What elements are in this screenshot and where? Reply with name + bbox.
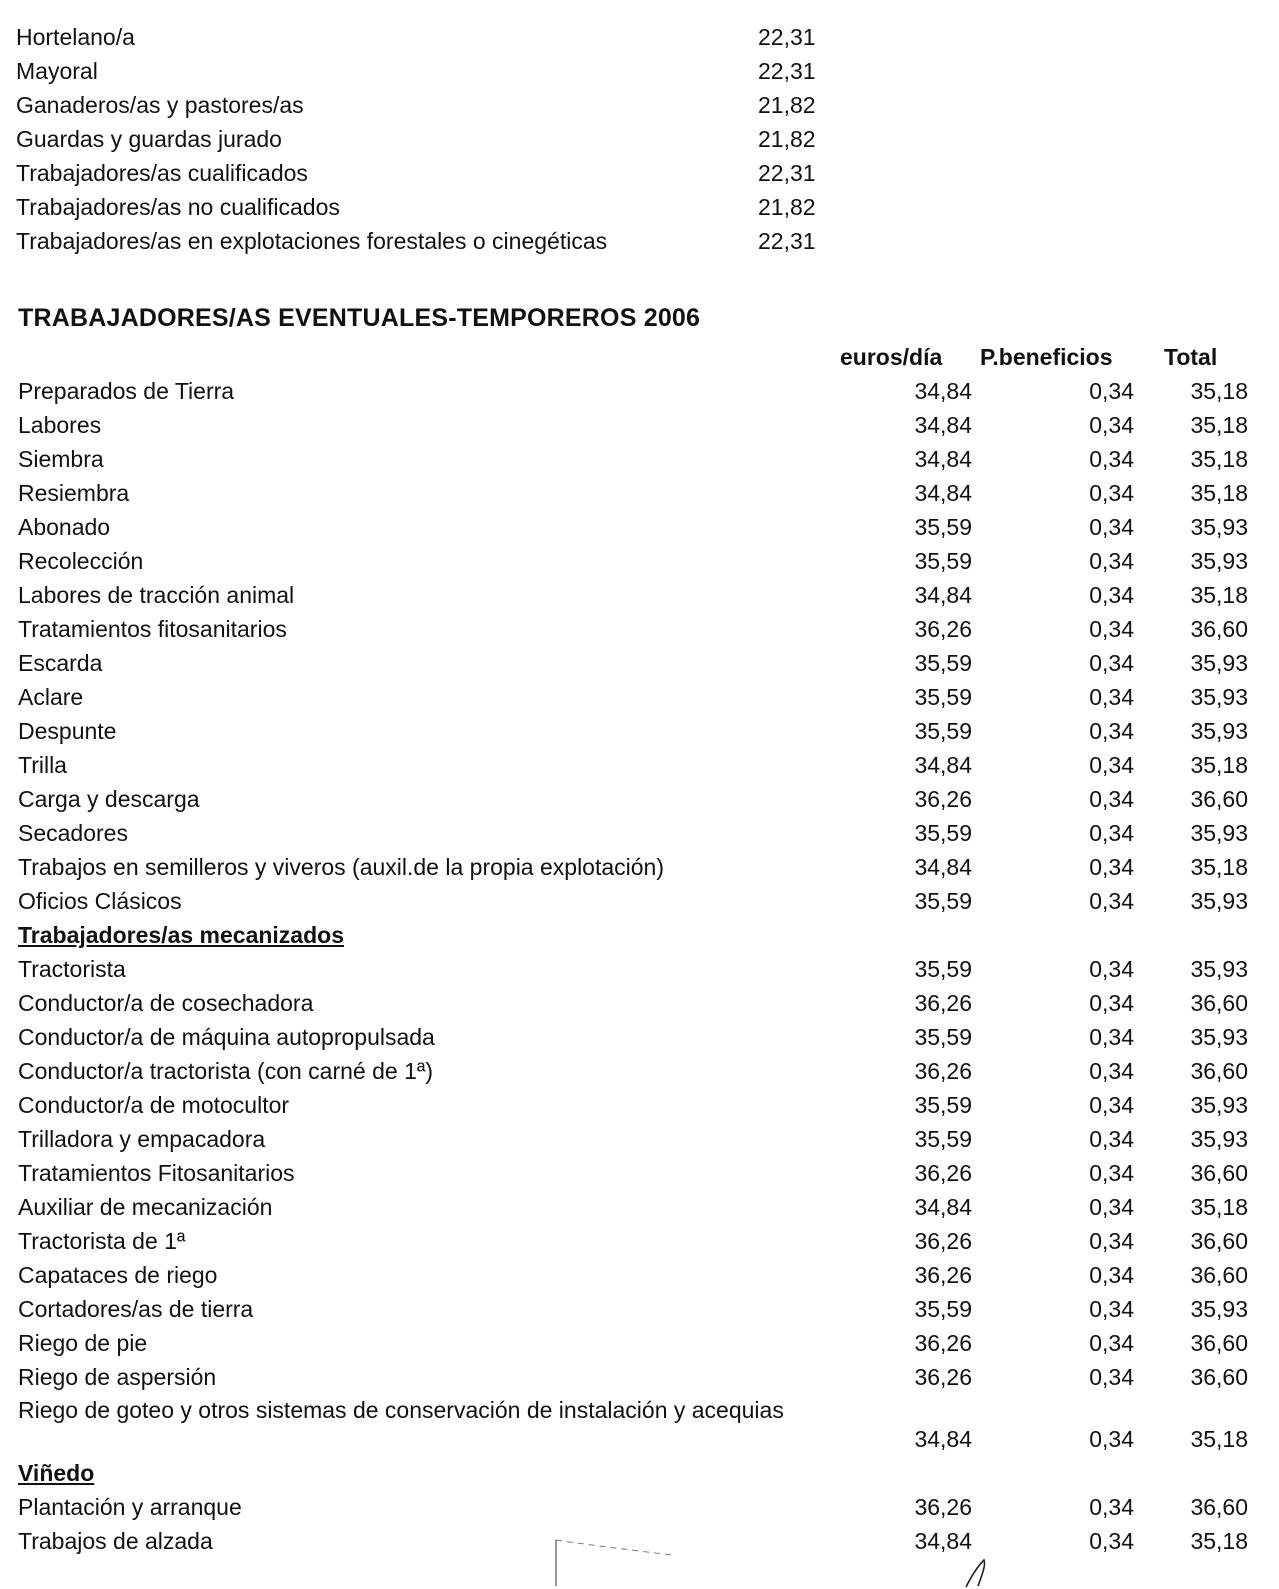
cell-total: 35,18 bbox=[1190, 1528, 1248, 1554]
row-label: Tratamientos Fitosanitarios bbox=[18, 1160, 295, 1186]
row-label: Labores de tracción animal bbox=[18, 582, 295, 608]
cell-euros-dia: 35,59 bbox=[914, 684, 972, 710]
cell-euros-dia: 36,26 bbox=[914, 1160, 972, 1186]
row-label: Oficios Clásicos bbox=[18, 888, 182, 914]
cell-total: 35,93 bbox=[1190, 1296, 1248, 1322]
cell-p-beneficios: 0,34 bbox=[1089, 1364, 1134, 1390]
table-subheading bbox=[18, 1456, 1258, 1490]
cell-total: 35,93 bbox=[1190, 514, 1248, 540]
cell-total: 35,93 bbox=[1190, 1092, 1248, 1118]
cell-p-beneficios: 0,34 bbox=[1089, 820, 1134, 846]
cell-p-beneficios: 0,34 bbox=[1089, 1262, 1134, 1288]
cell-total: 36,60 bbox=[1190, 1058, 1248, 1084]
cell-euros-dia: 36,26 bbox=[914, 1228, 972, 1254]
cell-total: 35,93 bbox=[1190, 1024, 1248, 1050]
table-row bbox=[18, 578, 1258, 612]
cell-p-beneficios: 0,34 bbox=[1089, 1228, 1134, 1254]
cell-p-beneficios: 0,34 bbox=[1089, 718, 1134, 744]
cell-p-beneficios: 0,34 bbox=[1089, 786, 1134, 812]
top-list-row bbox=[16, 156, 916, 190]
cell-total: 35,93 bbox=[1190, 684, 1248, 710]
top-list-label: Trabajadores/as cualificados bbox=[16, 160, 308, 186]
table-row bbox=[18, 442, 1258, 476]
cell-total: 36,60 bbox=[1190, 1494, 1248, 1520]
top-list-label: Guardas y guardas jurado bbox=[16, 126, 282, 152]
table-row bbox=[18, 1224, 1258, 1258]
cell-euros-dia: 34,84 bbox=[914, 1194, 972, 1220]
top-list-value: 21,82 bbox=[758, 92, 816, 118]
row-label: Conductor/a de cosechadora bbox=[18, 990, 314, 1016]
cell-total: 35,18 bbox=[1190, 1426, 1248, 1452]
cell-p-beneficios: 0,34 bbox=[1089, 956, 1134, 982]
row-label: Despunte bbox=[18, 718, 117, 744]
section-title: TRABAJADORES/AS EVENTUALES-TEMPOREROS 2006 bbox=[18, 304, 701, 332]
table-row bbox=[18, 952, 1258, 986]
table-row bbox=[18, 1088, 1258, 1122]
top-list-value: 21,82 bbox=[758, 126, 816, 152]
table-row bbox=[18, 1360, 1258, 1394]
cell-p-beneficios: 0,34 bbox=[1089, 616, 1134, 642]
cell-euros-dia: 34,84 bbox=[914, 446, 972, 472]
table-row bbox=[18, 748, 1258, 782]
cell-p-beneficios: 0,34 bbox=[1089, 548, 1134, 574]
row-label: Labores bbox=[18, 412, 102, 438]
cell-p-beneficios: 0,34 bbox=[1089, 480, 1134, 506]
cell-euros-dia: 34,84 bbox=[914, 582, 972, 608]
table-row bbox=[18, 1122, 1258, 1156]
cell-total: 35,93 bbox=[1190, 1126, 1248, 1152]
table-row bbox=[18, 408, 1258, 442]
cell-total: 36,60 bbox=[1190, 1364, 1248, 1390]
table-row bbox=[18, 816, 1258, 850]
table-row bbox=[18, 374, 1258, 408]
cell-total: 35,18 bbox=[1190, 480, 1248, 506]
table-row bbox=[18, 1292, 1258, 1326]
table-row bbox=[18, 510, 1258, 544]
cell-p-beneficios: 0,34 bbox=[1089, 412, 1134, 438]
row-label: Trabajos de alzada bbox=[18, 1528, 213, 1554]
cell-p-beneficios: 0,34 bbox=[1089, 1058, 1134, 1084]
cell-p-beneficios: 0,34 bbox=[1089, 514, 1134, 540]
cell-euros-dia: 36,26 bbox=[914, 1262, 972, 1288]
cell-total: 35,93 bbox=[1190, 718, 1248, 744]
header-p-beneficios: P.beneficios bbox=[980, 344, 1113, 370]
cell-euros-dia: 35,59 bbox=[914, 514, 972, 540]
cell-euros-dia: 36,26 bbox=[914, 1058, 972, 1084]
top-list-value: 22,31 bbox=[758, 160, 816, 186]
cell-total: 36,60 bbox=[1190, 1330, 1248, 1356]
row-label: Tratamientos fitosanitarios bbox=[18, 616, 287, 642]
cell-euros-dia: 36,26 bbox=[914, 616, 972, 642]
top-list-row bbox=[16, 54, 916, 88]
table-row bbox=[18, 646, 1258, 680]
table-row bbox=[18, 1190, 1258, 1224]
cell-total: 35,18 bbox=[1190, 446, 1248, 472]
cell-p-beneficios: 0,34 bbox=[1089, 888, 1134, 914]
row-label: Abonado bbox=[18, 514, 111, 540]
table-row bbox=[18, 1394, 1258, 1456]
cell-euros-dia: 35,59 bbox=[914, 888, 972, 914]
cell-euros-dia: 35,59 bbox=[914, 1092, 972, 1118]
wages-table bbox=[18, 374, 1258, 1558]
cell-total: 35,18 bbox=[1190, 582, 1248, 608]
top-list-value: 22,31 bbox=[758, 228, 816, 254]
cell-p-beneficios: 0,34 bbox=[1089, 650, 1134, 676]
row-label: Aclare bbox=[18, 684, 84, 710]
table-row bbox=[18, 1020, 1258, 1054]
top-list-row bbox=[16, 190, 916, 224]
row-label: Riego de goteo y otros sistemas de conservación de instalación y acequias bbox=[18, 1397, 784, 1423]
cell-euros-dia: 34,84 bbox=[914, 854, 972, 880]
table-subheading bbox=[18, 918, 1258, 952]
cell-euros-dia: 34,84 bbox=[914, 752, 972, 778]
cell-p-beneficios: 0,34 bbox=[1089, 1160, 1134, 1186]
cell-euros-dia: 34,84 bbox=[914, 480, 972, 506]
cell-total: 36,60 bbox=[1190, 1228, 1248, 1254]
row-label: Preparados de Tierra bbox=[18, 378, 235, 404]
top-list-value: 21,82 bbox=[758, 194, 816, 220]
cell-euros-dia: 36,26 bbox=[914, 786, 972, 812]
table-row bbox=[18, 1326, 1258, 1360]
table-row bbox=[18, 986, 1258, 1020]
top-list-label: Trabajadores/as no cualificados bbox=[16, 194, 340, 220]
cell-p-beneficios: 0,34 bbox=[1089, 378, 1134, 404]
row-label: Conductor/a de máquina autopropulsada bbox=[18, 1024, 435, 1050]
cell-p-beneficios: 0,34 bbox=[1089, 446, 1134, 472]
cell-euros-dia: 35,59 bbox=[914, 548, 972, 574]
cell-total: 36,60 bbox=[1190, 786, 1248, 812]
row-label: Trilladora y empacadora bbox=[18, 1126, 266, 1152]
row-label: Cortadores/as de tierra bbox=[18, 1296, 254, 1322]
cell-p-beneficios: 0,34 bbox=[1089, 1024, 1134, 1050]
cell-p-beneficios: 0,34 bbox=[1089, 1494, 1134, 1520]
cell-p-beneficios: 0,34 bbox=[1089, 1330, 1134, 1356]
row-label: Resiembra bbox=[18, 480, 130, 506]
top-list-value: 22,31 bbox=[758, 24, 816, 50]
table-row bbox=[18, 1156, 1258, 1190]
row-label: Conductor/a tractorista (con carné de 1ª) bbox=[18, 1058, 434, 1084]
cell-total: 35,93 bbox=[1190, 650, 1248, 676]
cell-euros-dia: 36,26 bbox=[914, 990, 972, 1016]
top-list-row bbox=[16, 224, 916, 258]
cell-total: 35,18 bbox=[1190, 854, 1248, 880]
cell-euros-dia: 35,59 bbox=[914, 1024, 972, 1050]
cell-euros-dia: 36,26 bbox=[914, 1330, 972, 1356]
top-list-label: Mayoral bbox=[16, 58, 98, 84]
row-label: Secadores bbox=[18, 820, 128, 846]
row-label: Riego de pie bbox=[18, 1330, 148, 1356]
subheading-label: Viñedo bbox=[18, 1460, 95, 1486]
table-row bbox=[18, 850, 1258, 884]
permanent-workers-list bbox=[16, 20, 916, 258]
row-label: Siembra bbox=[18, 446, 104, 472]
cell-total: 35,93 bbox=[1190, 820, 1248, 846]
cell-p-beneficios: 0,34 bbox=[1089, 854, 1134, 880]
top-list-label: Hortelano/a bbox=[16, 24, 135, 50]
row-label: Plantación y arranque bbox=[18, 1494, 242, 1520]
cell-p-beneficios: 0,34 bbox=[1089, 1092, 1134, 1118]
cell-euros-dia: 36,26 bbox=[914, 1494, 972, 1520]
table-row bbox=[18, 1524, 1258, 1558]
table-row bbox=[18, 680, 1258, 714]
table-row bbox=[18, 476, 1258, 510]
cell-euros-dia: 34,84 bbox=[914, 412, 972, 438]
header-total: Total bbox=[1164, 344, 1218, 370]
cell-total: 35,18 bbox=[1190, 752, 1248, 778]
top-list-row bbox=[16, 88, 916, 122]
cell-euros-dia: 35,59 bbox=[914, 956, 972, 982]
cell-euros-dia: 36,26 bbox=[914, 1364, 972, 1390]
top-list-row bbox=[16, 122, 916, 156]
cell-total: 35,93 bbox=[1190, 888, 1248, 914]
cell-euros-dia: 34,84 bbox=[914, 1528, 972, 1554]
row-label: Conductor/a de motocultor bbox=[18, 1092, 290, 1118]
cell-p-beneficios: 0,34 bbox=[1089, 752, 1134, 778]
table-row bbox=[18, 714, 1258, 748]
cell-total: 35,93 bbox=[1190, 548, 1248, 574]
table-row bbox=[18, 544, 1258, 578]
row-label: Capataces de riego bbox=[18, 1262, 218, 1288]
cell-total: 36,60 bbox=[1190, 990, 1248, 1016]
cell-euros-dia: 35,59 bbox=[914, 718, 972, 744]
table-row bbox=[18, 1490, 1258, 1524]
cell-total: 36,60 bbox=[1190, 616, 1248, 642]
table-row bbox=[18, 782, 1258, 816]
cell-p-beneficios: 0,34 bbox=[1089, 1194, 1134, 1220]
table-row bbox=[18, 612, 1258, 646]
cell-p-beneficios: 0,34 bbox=[1089, 582, 1134, 608]
top-list-row bbox=[16, 20, 916, 54]
row-label: Tractorista bbox=[18, 956, 126, 982]
header-euros-dia: euros/día bbox=[840, 344, 943, 370]
cell-euros-dia: 35,59 bbox=[914, 650, 972, 676]
cell-euros-dia: 35,59 bbox=[914, 1126, 972, 1152]
cell-total: 35,93 bbox=[1190, 956, 1248, 982]
cell-total: 36,60 bbox=[1190, 1262, 1248, 1288]
cell-p-beneficios: 0,34 bbox=[1089, 1126, 1134, 1152]
row-label: Escarda bbox=[18, 650, 103, 676]
cell-euros-dia: 35,59 bbox=[914, 1296, 972, 1322]
cell-euros-dia: 34,84 bbox=[914, 378, 972, 404]
subheading-label: Trabajadores/as mecanizados bbox=[18, 922, 344, 948]
cell-total: 35,18 bbox=[1190, 378, 1248, 404]
row-label: Tractorista de 1ª bbox=[18, 1228, 186, 1254]
cell-euros-dia: 34,84 bbox=[914, 1426, 972, 1452]
cell-euros-dia: 35,59 bbox=[914, 820, 972, 846]
row-label: Auxiliar de mecanización bbox=[18, 1194, 273, 1220]
cell-total: 35,18 bbox=[1190, 412, 1248, 438]
cell-total: 35,18 bbox=[1190, 1194, 1248, 1220]
row-label: Trilla bbox=[18, 752, 67, 778]
row-label: Carga y descarga bbox=[18, 786, 200, 812]
cell-total: 36,60 bbox=[1190, 1160, 1248, 1186]
top-list-label: Trabajadores/as en explotaciones forestales o cinegéticas bbox=[16, 228, 608, 254]
table-row bbox=[18, 1258, 1258, 1292]
table-row bbox=[18, 884, 1258, 918]
column-headers bbox=[0, 340, 1279, 374]
cell-p-beneficios: 0,34 bbox=[1089, 1528, 1134, 1554]
top-list-label: Ganaderos/as y pastores/as bbox=[16, 92, 304, 118]
top-list-value: 22,31 bbox=[758, 58, 816, 84]
cell-p-beneficios: 0,34 bbox=[1089, 990, 1134, 1016]
row-label: Recolección bbox=[18, 548, 144, 574]
cell-p-beneficios: 0,34 bbox=[1089, 684, 1134, 710]
cell-p-beneficios: 0,34 bbox=[1089, 1426, 1134, 1452]
row-label: Riego de aspersión bbox=[18, 1364, 217, 1390]
row-label: Trabajos en semilleros y viveros (auxil.de la propia explotación) bbox=[18, 854, 664, 880]
cell-p-beneficios: 0,34 bbox=[1089, 1296, 1134, 1322]
table-row bbox=[18, 1054, 1258, 1088]
